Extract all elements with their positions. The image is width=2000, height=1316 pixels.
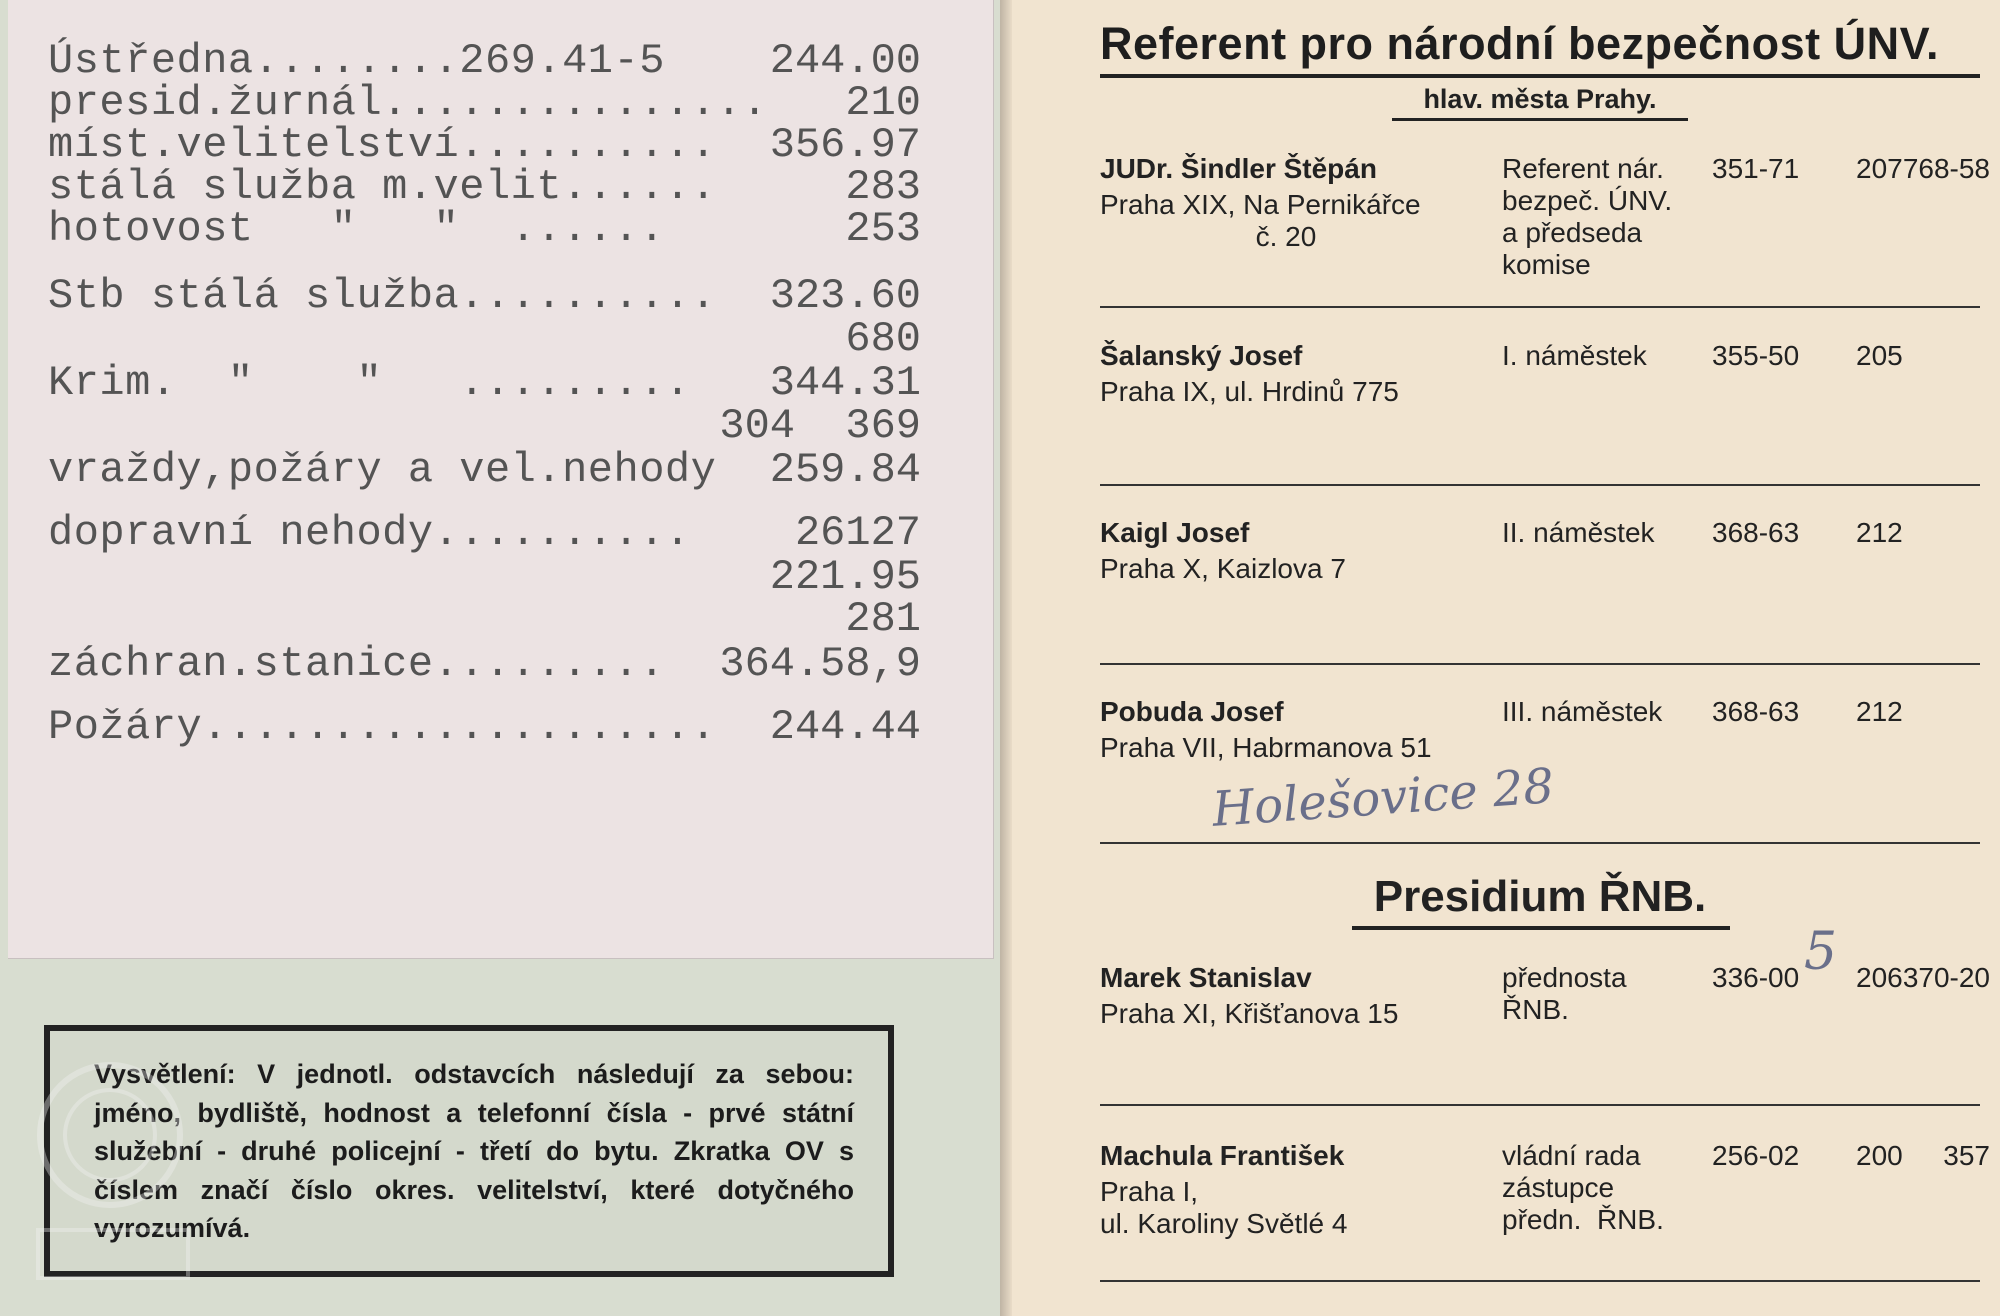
page-title: Referent pro národní bezpečnost ÚNV. [1100,18,1939,69]
entry-address: Praha IX, ul. Hrdinů 775 [1100,376,1399,407]
entry-role: přednosta ŘNB. [1502,962,1627,1025]
entry-phone-police: 200 [1856,1140,1903,1171]
entry-phone-police: 212 [1856,696,1903,727]
entry-phone-home: 357 [1943,1140,1990,1171]
handwritten-digit: 5 [1804,922,1838,982]
typed-row-label: vraždy,požáry a vel.nehody [48,446,717,494]
section-title-presidium: Presidium ŘNB. [1373,872,1707,921]
entry-phone-state: 368-63 [1712,517,1800,548]
book-spine [1000,0,1012,1316]
typed-row-number: 210 [845,79,921,127]
typed-row-label: stálá služba m.velit...... [48,163,717,211]
entry-divider [1100,484,1980,486]
entry-role: II. náměstek [1502,517,1655,548]
typed-row-number: 253 [845,205,921,253]
entry-divider [1100,842,1980,844]
typed-row-number: 364.58,9 [719,640,921,688]
typed-row-number: 323.60 [769,272,921,320]
typed-row-number: 344.31 [769,359,921,407]
typed-row-number: 281 [845,595,921,643]
entry-name: Pobuda Josef [1100,696,1284,727]
typed-row-number: 26127 [794,509,921,557]
typed-row-number: 244.00 [769,37,921,85]
typed-row-label: dopravní nehody.......... [48,509,691,557]
entry-role: III. náměstek [1502,696,1663,727]
entry-name: Marek Stanislav [1100,962,1312,993]
typed-phone-slip [8,0,994,959]
entry-phone-police: 206 [1856,962,1903,993]
entry-phone-police: 205 [1856,340,1903,371]
entry-phone-home: 370-20 [1902,962,1990,993]
entry-phone-state: 336-00 [1712,962,1800,993]
entry-name: Šalanský Josef [1100,340,1303,371]
typed-row-number: 304 369 [719,402,921,450]
entry-phone-home: 768-58 [1902,153,1990,184]
entry-address: Praha XIX, Na Pernikářce č. 20 [1100,189,1421,252]
entry-phone-police: 212 [1856,517,1903,548]
section-underline [1352,926,1730,930]
entry-name: JUDr. Šindler Štěpán [1100,153,1377,184]
title-underline [1100,74,1980,78]
entry-role: I. náměstek [1502,340,1647,371]
typed-row-label: Ústředna........269.41-5 [48,37,665,85]
entry-address: Praha I, ul. Karoliny Světlé 4 [1100,1176,1348,1239]
entry-divider [1100,306,1980,308]
typed-row-number: 244.44 [769,703,921,751]
typed-row-number: 680 [845,315,921,363]
subtitle-underline [1392,118,1688,121]
entry-phone-police: 207 [1856,153,1903,184]
entry-divider [1100,1280,1980,1282]
typed-row-label: hotovost " " ...... [48,205,665,253]
entry-address: Praha VII, Habrmanova 51 [1100,732,1432,763]
typed-row-number: 259.84 [769,446,921,494]
entry-role: vládní rada zástupce předn. ŘNB. [1502,1140,1664,1235]
entry-address: Praha X, Kaizlova 7 [1100,553,1346,584]
typed-row-number: 283 [845,163,921,211]
entry-phone-state: 368-63 [1712,696,1800,727]
right-page [1012,0,2000,1316]
typed-row-number: 356.97 [769,121,921,169]
entry-address: Praha XI, Křišťanova 15 [1100,998,1399,1029]
page-subtitle: hlav. města Prahy. [1423,84,1657,114]
typed-row-label: Stb stálá služba.......... [48,272,717,320]
typed-row-label: presid.žurnál............... [48,79,768,127]
legion-watermark-logo [18,1015,203,1285]
entry-divider [1100,663,1980,665]
typed-row-number: 221.95 [769,553,921,601]
typed-row-label: Požáry.................... [48,703,717,751]
entry-divider [1100,1104,1980,1106]
handwritten-note: Holešovice 28 [1210,758,1556,838]
entry-phone-state: 351-71 [1712,153,1800,184]
entry-phone-state: 355-50 [1712,340,1800,371]
entry-role: Referent nár. bezpeč. ÚNV. a předseda komise [1502,153,1673,280]
typed-row-label: záchran.stanice......... [48,640,665,688]
entry-phone-state: 256-02 [1712,1140,1800,1171]
typed-row-label: Krim. " " ......... [48,359,691,407]
typed-row-label: míst.velitelství.......... [48,121,717,169]
legend-text: Vysvětlení: V jednotl. odstavcích následují za sebou: jméno, bydliště, hodnost a telefonní čísla - prvé státní služební - druhé policejní - třetí do bytu. Zkratka OV s číslem značí číslo okres. velitelství, které dotyčného vyrozumívá. [94,1059,854,1243]
entry-name: Kaigl Josef [1100,517,1250,548]
entry-name: Machula František [1100,1140,1345,1171]
